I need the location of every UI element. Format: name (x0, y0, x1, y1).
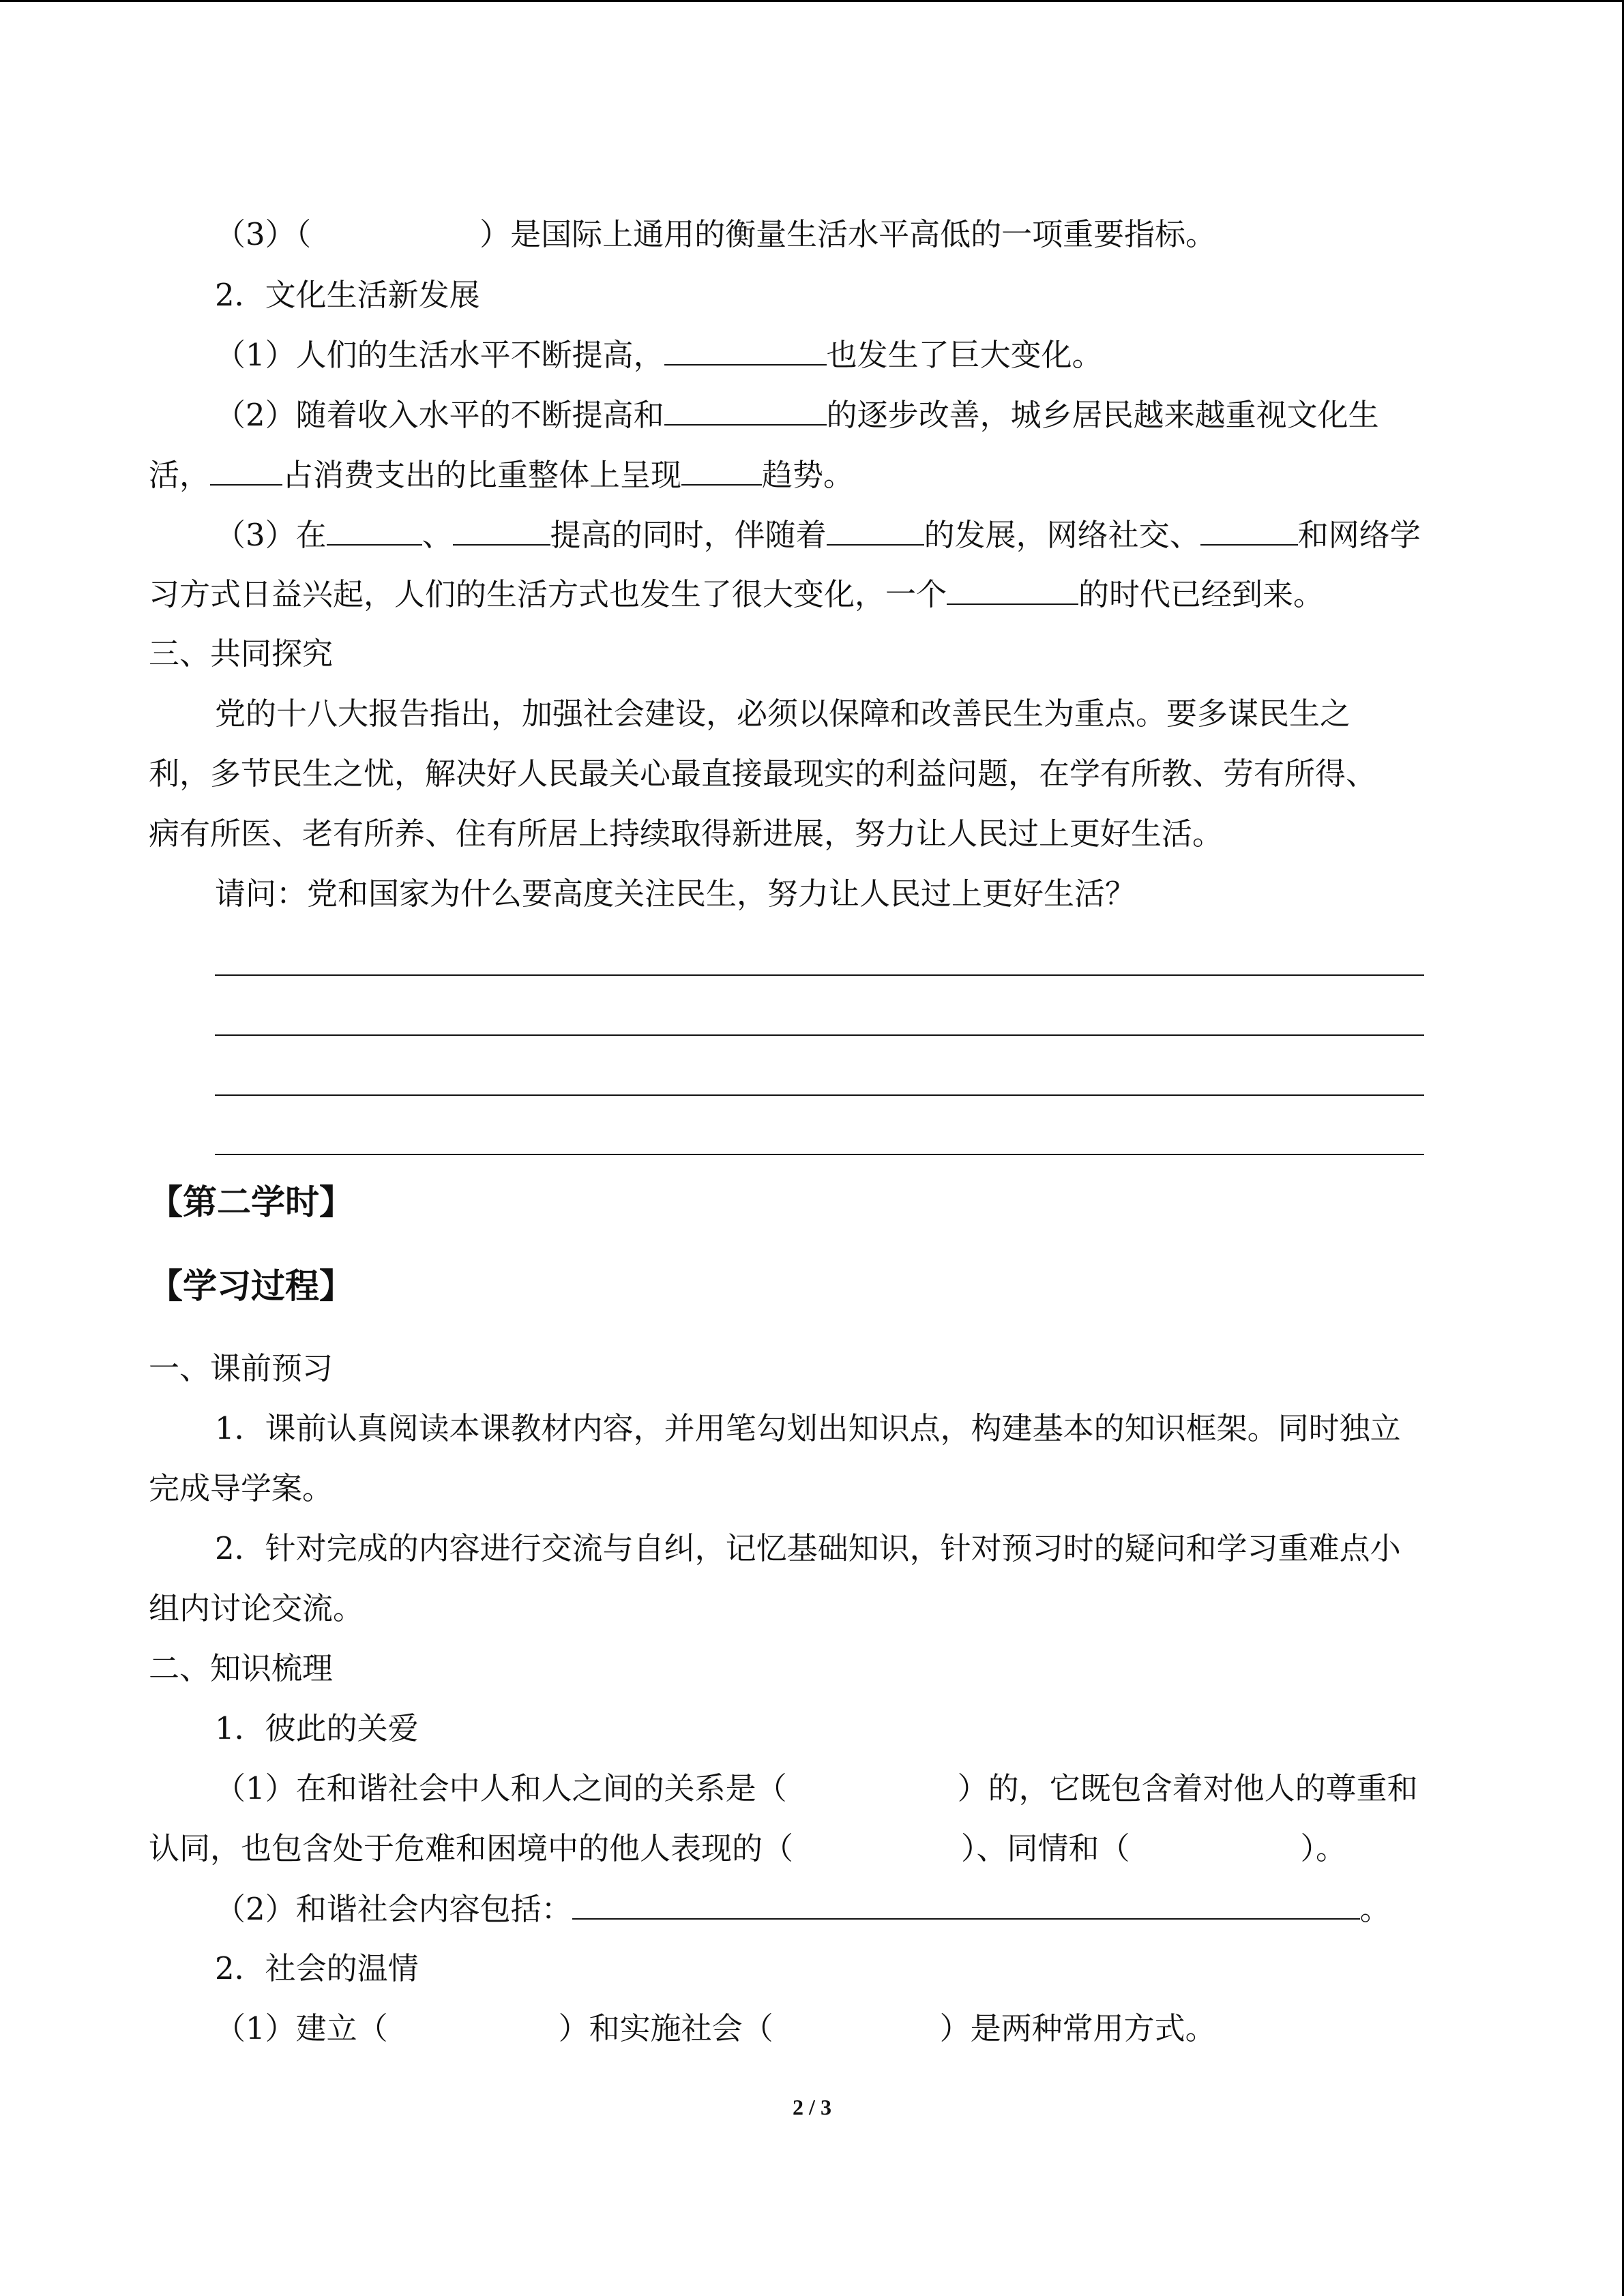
text: 认同，也包含处于危难和困境中的他人表现的（ (149, 1830, 794, 1866)
subsection-title: 2．社会的温情 (215, 1950, 419, 1986)
section-title: 一、课前预习 (149, 1350, 334, 1386)
fill-blank[interactable] (1200, 514, 1298, 546)
text: 的时代已经到来。 (1078, 576, 1325, 612)
lesson-heading: 【第二学时】 (149, 1182, 353, 1222)
paragraph-line: 完成导学案。 (149, 1470, 334, 1506)
subsection-title: 1．彼此的关爱 (215, 1710, 419, 1746)
warmth-q1 (215, 2008, 1216, 2049)
paragraph-line: 病有所医、老有所养、住有所居上持续取得新进展，努力让人民过上更好生活。 (149, 816, 1224, 852)
culture-q3-cont (149, 573, 1324, 615)
paragraph-line: 党的十八大报告指出，加强社会建设，必须以保障和改善民生为重点。要多谋民生之 (215, 696, 1351, 732)
text: （1）建立（ (215, 2010, 388, 2046)
text: （2）和谐社会内容包括： (215, 1891, 572, 1927)
answer-line[interactable] (215, 1034, 1424, 1036)
culture-q2-cont (149, 454, 854, 496)
text: 也发生了巨大变化。 (826, 337, 1103, 373)
text: 提高的同时，伴随着 (550, 517, 827, 553)
text: 习方式日益兴起，人们的生活方式也发生了很大变化，一个 (149, 576, 947, 612)
text: 趋势。 (762, 457, 855, 493)
page-border-top (0, 0, 1624, 2)
paragraph-line: 组内讨论交流。 (149, 1590, 364, 1626)
fill-blank[interactable] (210, 454, 282, 486)
discussion-question: 请问：党和国家为什么要高度关注民生，努力让人民过上更好生活？ (215, 876, 1136, 912)
paragraph-line: 利，多节民生之忧，解决好人民最关心最直接最现实的利益问题，在学有所教、劳有所得、 (149, 756, 1377, 792)
text: ）和实施社会（ (558, 2010, 773, 2046)
fill-blank[interactable] (827, 514, 924, 546)
page-number: 2 / 3 (793, 2095, 831, 2119)
fill-blank[interactable] (572, 1888, 1360, 1920)
care-q1-cont (149, 1828, 1346, 1869)
text: ）的，它既包含着对他人的尊重和 (957, 1770, 1418, 1806)
fill-blank[interactable] (664, 394, 827, 426)
text: （3）（ (215, 216, 312, 252)
section-title: 三、共同探究 (149, 636, 334, 672)
fill-blank[interactable] (947, 573, 1078, 605)
answer-line[interactable] (215, 1094, 1424, 1096)
text: （2）随着收入水平的不断提高和 (215, 397, 664, 433)
text: 和网络学 (1297, 517, 1421, 553)
fill-blank[interactable] (681, 454, 762, 486)
fill-blank[interactable] (453, 514, 550, 546)
text: 的发展，网络社交、 (924, 517, 1200, 553)
fill-blank[interactable] (664, 334, 827, 366)
section-title: 二、知识梳理 (149, 1650, 334, 1686)
text: ）是国际上通用的衡量生活水平高低的一项重要指标。 (479, 216, 1217, 252)
paragraph-line: 1．课前认真阅读本课教材内容，并用笔勾划出知识点，构建基本的知识框架。同时独立 (215, 1410, 1401, 1446)
subsection-title: 2．文化生活新发展 (215, 277, 480, 313)
text: 占消费支出的比重整体上呈现 (282, 457, 682, 493)
culture-q2 (215, 394, 1379, 436)
text: 的逐步改善，城乡居民越来越重视文化生 (826, 397, 1379, 433)
income-q3 (215, 214, 1216, 255)
text: ）、同情和（ (961, 1830, 1130, 1866)
culture-q1 (215, 334, 1103, 376)
text: 。 (1359, 1891, 1391, 1927)
culture-q3 (215, 514, 1421, 556)
text: ）。 (1300, 1830, 1347, 1866)
answer-line[interactable] (215, 974, 1424, 976)
care-q1 (215, 1768, 1418, 1809)
text: 活， (149, 457, 211, 493)
paragraph-line: 2．针对完成的内容进行交流与自纠，记忆基础知识，针对预习时的疑问和学习重难点小 (215, 1530, 1401, 1566)
text: （1）人们的生活水平不断提高， (215, 337, 664, 373)
care-q2 (215, 1888, 1391, 1930)
text: 、 (422, 517, 453, 553)
text: （3）在 (215, 517, 327, 553)
answer-line[interactable] (215, 1154, 1424, 1155)
fill-blank[interactable] (327, 514, 422, 546)
text: （1）在和谐社会中人和人之间的关系是（ (215, 1770, 787, 1806)
text: ）是两种常用方式。 (939, 2010, 1216, 2046)
process-heading: 【学习过程】 (149, 1266, 353, 1306)
